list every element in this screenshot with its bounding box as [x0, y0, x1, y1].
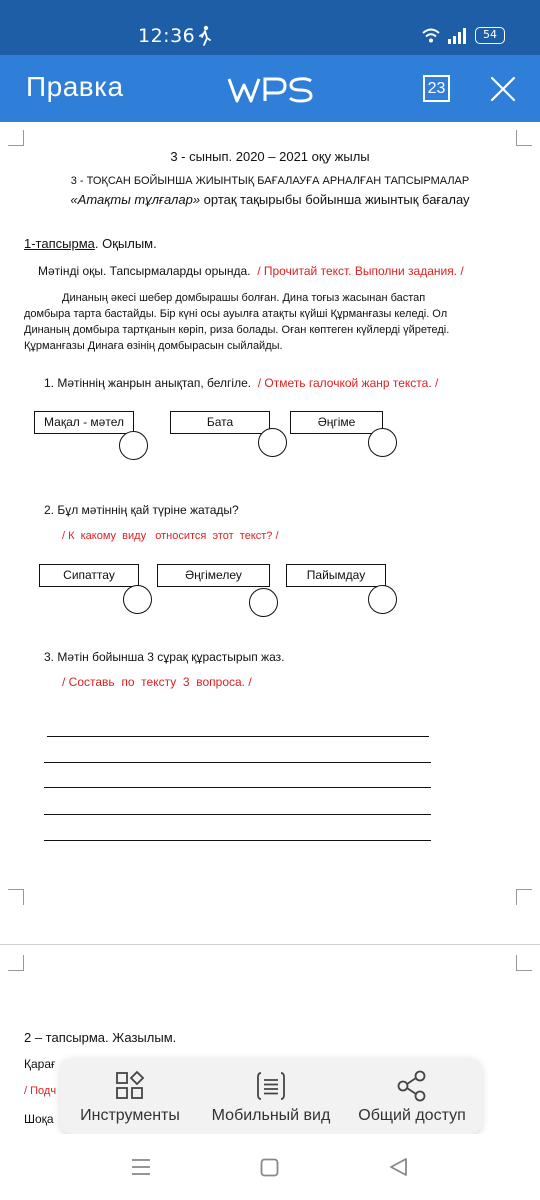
tools-button[interactable] [60, 1058, 200, 1134]
question-1-ru: / Отметь галочкой жанр текста. / [257, 376, 439, 390]
q1-option-checkbox[interactable] [119, 431, 148, 460]
q2-option-checkbox[interactable] [368, 585, 397, 614]
q2-option-box: Сипаттау [39, 564, 139, 587]
task1-type: . Оқылым. [94, 236, 157, 251]
close-icon[interactable] [489, 75, 517, 103]
mobile-view-icon [255, 1070, 287, 1102]
page-corner-mark [8, 889, 24, 905]
mobile-view-button[interactable] [200, 1058, 342, 1134]
page-corner-mark [8, 955, 24, 971]
q2-option-box: Пайымдау [286, 564, 386, 587]
document-page[interactable] [0, 122, 540, 1132]
page-corner-mark [8, 130, 24, 146]
q2-option-box: Әңгімелеу [157, 564, 270, 587]
page-corner-mark [516, 130, 532, 146]
answer-line [44, 787, 431, 788]
q1-option-box: Мақал - мәтел [34, 411, 134, 434]
doc-heading-year: 3 - сынып. 2020 – 2021 оқу жылы [170, 149, 370, 164]
walk-icon [198, 25, 212, 47]
answer-line [44, 814, 431, 815]
task2-line: Шоқа [24, 1112, 54, 1126]
q1-option-checkbox[interactable] [368, 428, 397, 457]
task1-title [24, 236, 157, 251]
battery-icon: 54 [475, 27, 505, 44]
status-time: 12:36 [138, 25, 196, 47]
mobile-view-label: Мобильный вид [211, 1107, 331, 1124]
question-2-ru: / К какому виду относится этот текст? / [62, 530, 279, 542]
wps-logo [227, 75, 313, 105]
page-count-button[interactable]: 23 [423, 75, 450, 102]
question-3-ru: / Составь по тексту 3 вопроса. / [62, 675, 252, 689]
task2-line: Қарағ [24, 1057, 56, 1071]
tools-label: Инструменты [80, 1107, 180, 1124]
task1-instruction [38, 264, 464, 278]
tools-icon [114, 1070, 146, 1102]
app-header [0, 55, 540, 122]
reading-paragraph [24, 290, 516, 354]
question-1 [44, 376, 438, 390]
paragraph-line: Динаның әкесі шебер домбырашы болған. Дина тоғыз жасынан бастап [62, 292, 426, 304]
doc-heading-title: 3 - ТОҚСАН БОЙЫНША ЖИЫНТЫҚ БАҒАЛАУҒА АРНАЛҒАН ТАПСЫРМАЛАР [70, 175, 470, 187]
answer-line [47, 736, 429, 737]
doc-heading-subtitle [0, 192, 540, 207]
share-button[interactable] [342, 1058, 482, 1134]
answer-line [44, 840, 431, 841]
question-3-text: 3. Мәтін бойынша 3 сұрақ құрастырып жаз. [44, 650, 285, 664]
share-label: Общий доступ [358, 1107, 466, 1124]
q1-option-box: Бата [170, 411, 270, 434]
task2-title: 2 – тапсырма. Жазылым. [24, 1030, 177, 1045]
doc-heading-theme: «Атақты тұлғалар» [70, 192, 201, 207]
paragraph-line: домбыра тарта бастайды. Бір күні осы ауылға атақты күйші Құрманғазы келеді. Ол [24, 308, 448, 320]
back-icon[interactable] [388, 1157, 408, 1177]
task1-label: 1-тапсырма [24, 236, 95, 251]
q2-option-checkbox[interactable] [249, 588, 278, 617]
page-corner-mark [516, 955, 532, 971]
question-2-text: 2. Бұл мәтіннің қай түріне жатады? [44, 503, 239, 517]
edit-button[interactable]: Правка [26, 71, 124, 102]
paragraph-line: Құрманғазы Динаға өзінің домбырасын сыйлайды. [24, 340, 283, 352]
system-navbar [0, 1134, 540, 1200]
status-bar [0, 0, 540, 55]
question-1-text: 1. Мәтіннің жанрын анықтап, белгіле. [44, 376, 252, 390]
home-icon[interactable] [260, 1158, 279, 1177]
q1-option-checkbox[interactable] [258, 428, 287, 457]
share-icon [396, 1070, 428, 1102]
q1-option-box: Әңгіме [290, 411, 383, 434]
signal-icon [447, 27, 469, 44]
doc-heading-rest: ортақ тақырыбы бойынша жиынтық бағалау [200, 192, 470, 207]
q2-option-checkbox[interactable] [123, 585, 152, 614]
paragraph-line: Динаның домбыра тартқанын көріп, риза болады. Оған көптеген күйлерді үйретеді. [24, 324, 450, 336]
page-corner-mark [516, 889, 532, 905]
menu-icon[interactable] [131, 1158, 151, 1176]
page-separator [0, 944, 540, 945]
instruction-kz: Мәтінді оқы. Тапсырмаларды орында. [38, 264, 251, 278]
task2-line: / Подч [24, 1085, 57, 1097]
answer-line [44, 762, 431, 763]
instruction-ru: / Прочитай текст. Выполни задания. / [257, 264, 464, 278]
wifi-icon [421, 27, 441, 44]
bottom-toolbar [60, 1058, 482, 1134]
